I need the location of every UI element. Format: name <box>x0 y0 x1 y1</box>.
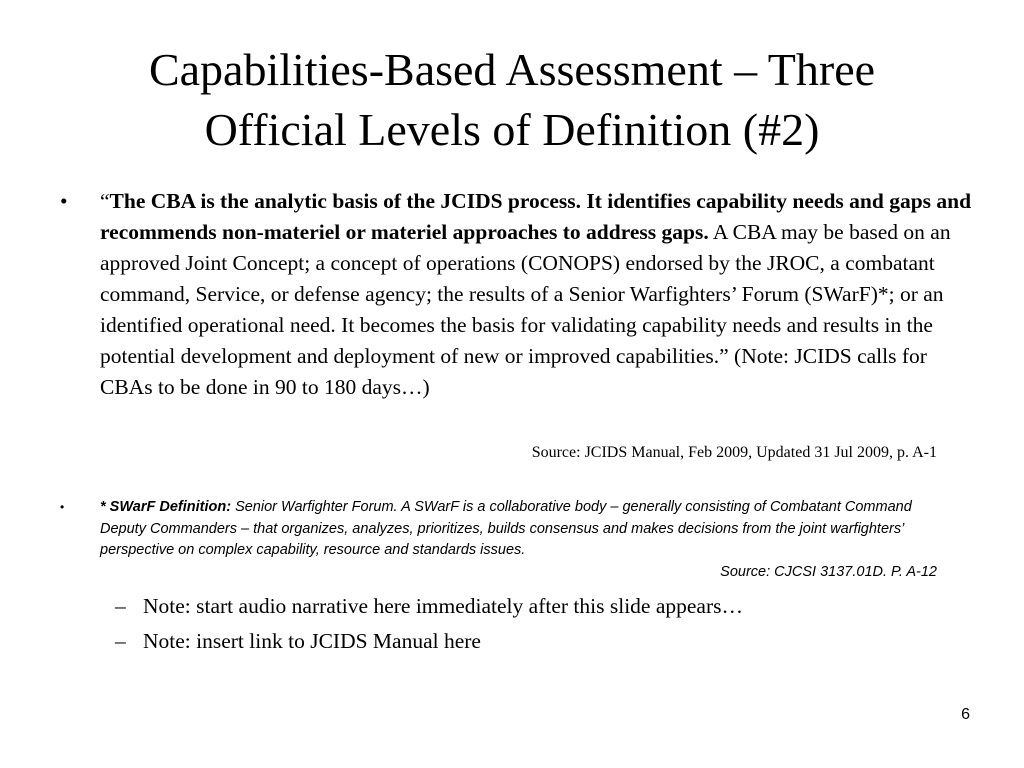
note-item <box>115 626 975 656</box>
title-line-2: Official Levels of Definition (#2) <box>204 104 820 155</box>
swarf-definition-plain: Senior Warfighter Forum. A SWarF is a collaborative body – generally consisting of Combatant Command Deputy Commanders – that organizes, analyzes, prioritizes, builds consensus and makes decisions from the joint warfighters’ perspective on complex capability, resource and standards issues. <box>100 499 912 558</box>
note-text: Note: insert link to JCIDS Manual here <box>143 629 481 653</box>
dash-marker: – <box>115 629 126 653</box>
cjcsi-source-citation: Source: CJCSI 3137.01D. P. A-12 <box>720 564 937 580</box>
page-number: 6 <box>961 706 970 723</box>
open-quote: “ <box>100 189 110 213</box>
cba-definition-text <box>100 186 980 403</box>
cba-definition-plain: A CBA may be based on an approved Joint Concept; a concept of operations (CONOPS) endorsed by the JROC, a combatant command, Service, or defense agency; the results of a Senior Warfighters’ Forum (SWarF)*; or an identified operational need. It becomes the basis for validating capability needs and results in the potential development and deployment of new or improved capabilities.” (Note: JCIDS calls for CBAs to be done in 90 to 180 days…) <box>100 220 951 399</box>
slide-title <box>60 40 964 160</box>
cba-definition-bold: The CBA is the analytic basis of the JCIDS process. It identifies capability needs and gaps and recommends non-materiel or materiel approaches to address gaps. <box>100 189 972 244</box>
bullet-marker: • <box>60 500 65 514</box>
cba-definition-bullet <box>60 186 980 403</box>
swarf-definition-text <box>100 497 960 562</box>
title-line-1: Capabilities-Based Assessment – Three <box>148 44 876 95</box>
swarf-definition-bold: * SWarF Definition: <box>100 499 232 515</box>
swarf-definition-bullet <box>60 497 960 562</box>
note-item <box>115 591 975 621</box>
jcids-source-citation: Source: JCIDS Manual, Feb 2009, Updated 31 Jul 2009, p. A-1 <box>531 444 937 461</box>
bullet-marker: • <box>60 189 68 213</box>
note-text: Note: start audio narrative here immediately after this slide appears… <box>143 594 743 618</box>
dash-marker: – <box>115 594 126 618</box>
